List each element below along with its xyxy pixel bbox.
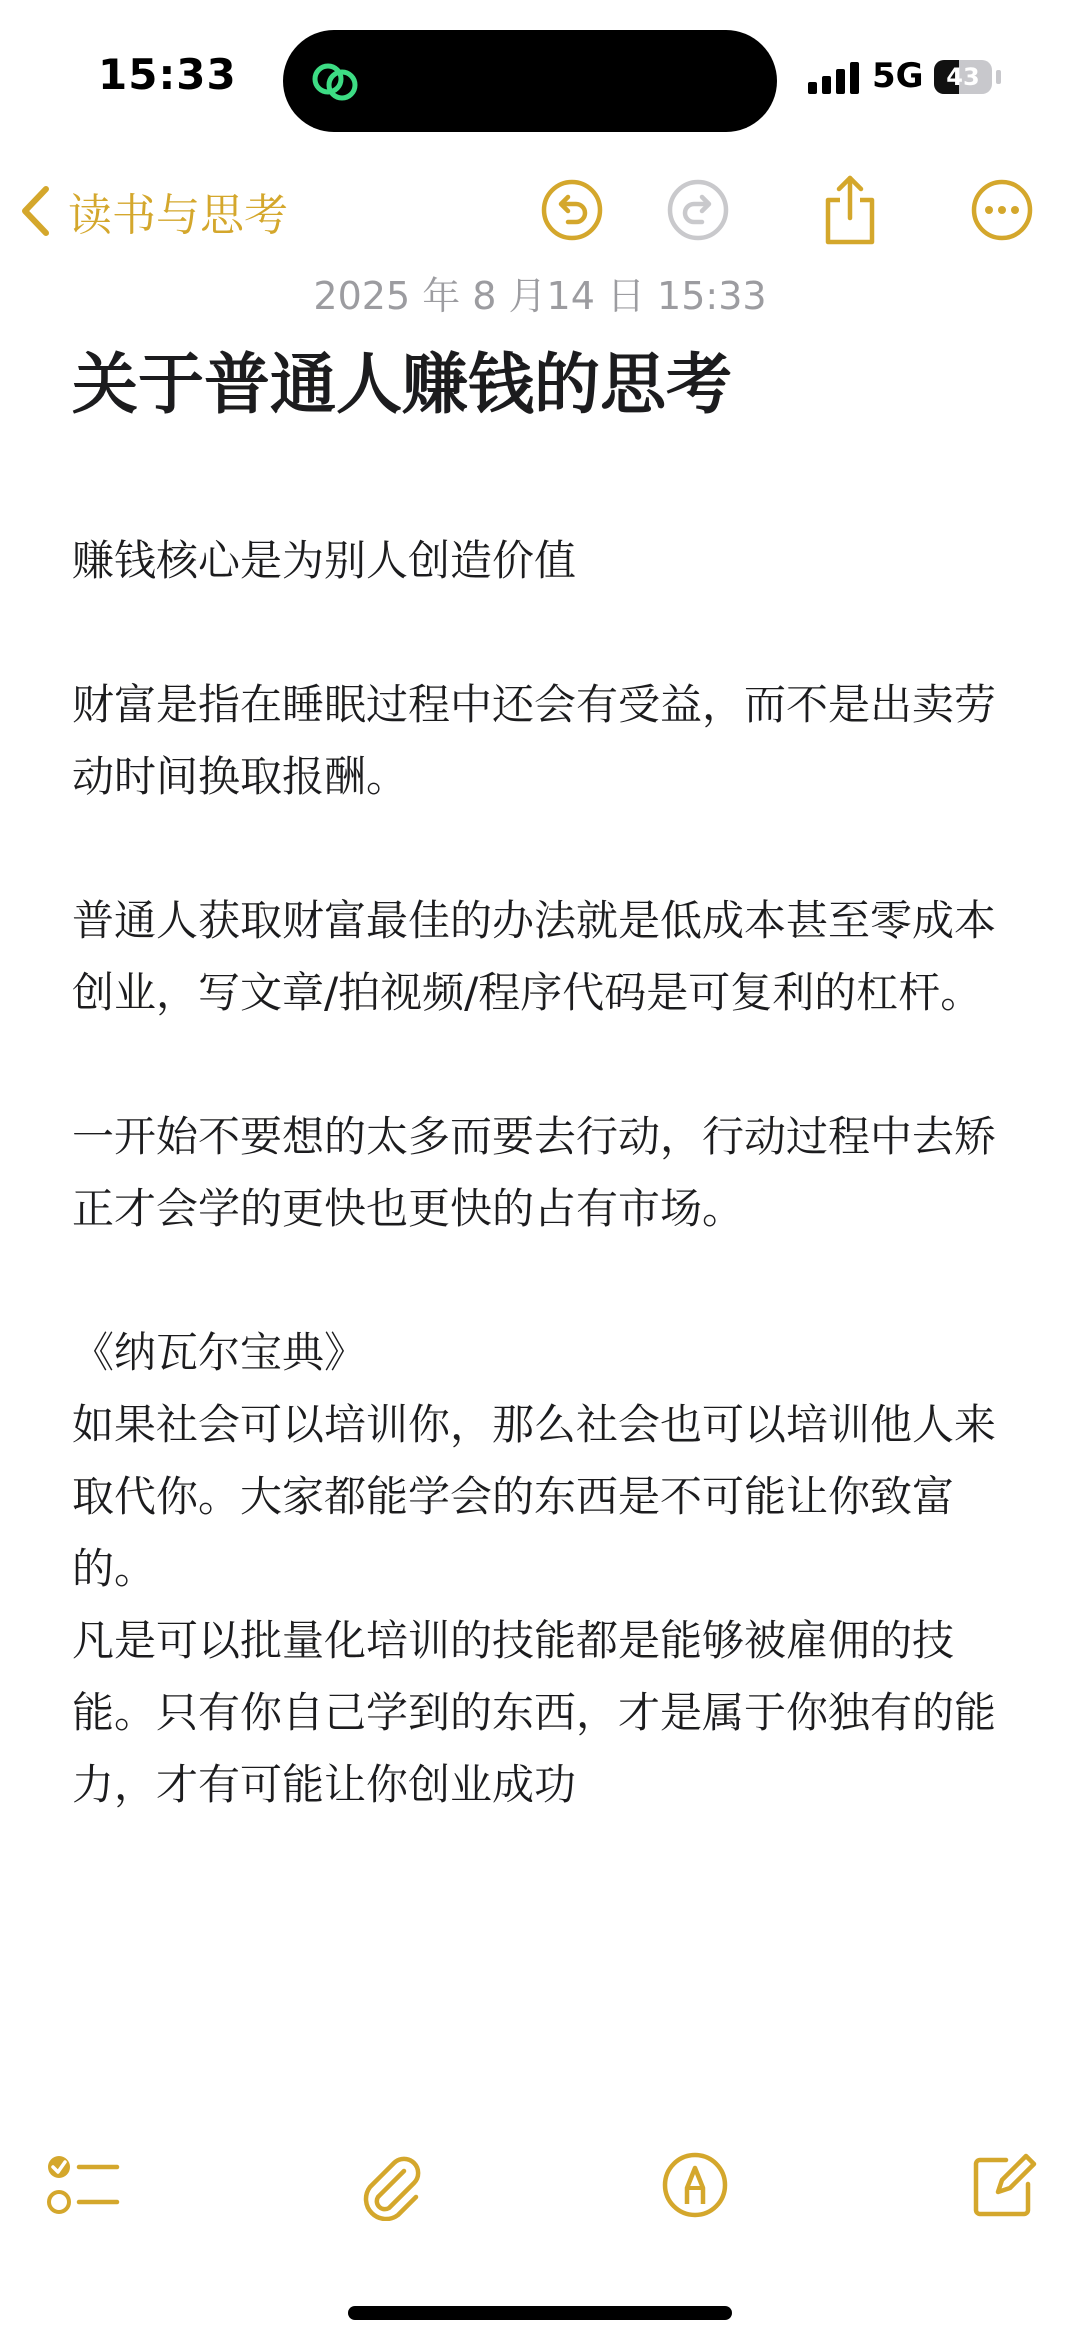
status-time: 15:33: [98, 50, 237, 99]
redo-button[interactable]: [658, 170, 738, 250]
attachment-button[interactable]: [346, 2140, 436, 2230]
note-date: 2025 年 8 月14 日 15:33: [313, 274, 767, 318]
note-body[interactable]: [72, 525, 1012, 1821]
home-indicator[interactable]: [348, 2306, 732, 2320]
battery-icon: [934, 60, 992, 94]
battery-percentage: 43: [946, 63, 980, 91]
blank-line: [72, 597, 1012, 669]
note-paragraph: 一开始不要想的太多而要去行动，行动过程中去矫正才会学的更快也更快的占有市场。: [72, 1112, 997, 1233]
battery-cap: [996, 70, 1001, 84]
back-button[interactable]: [20, 176, 288, 246]
status-bar: [0, 0, 1080, 160]
note-paragraph: 《纳瓦尔宝典》: [72, 1328, 367, 1377]
note-paragraph: 赚钱核心是为别人创造价值: [72, 536, 577, 585]
undo-icon: [540, 178, 604, 242]
blank-line: [72, 1245, 1012, 1317]
note-paragraph: 普通人获取财富最佳的办法就是低成本甚至零成本创业，写文章/拍视频/程序代码是可复利的杠杆。: [72, 896, 997, 1017]
checklist-button[interactable]: [38, 2140, 128, 2230]
markup-button[interactable]: [650, 2140, 740, 2230]
redo-icon: [666, 178, 730, 242]
note-paragraph: 如果社会可以培训你，那么社会也可以培训他人来取代你。大家都能学会的东西是不可能让你致富的。: [72, 1400, 997, 1593]
undo-button[interactable]: [532, 170, 612, 250]
share-button[interactable]: [810, 170, 890, 250]
cellular-signal-icon: [808, 62, 864, 94]
link-app-icon: [305, 52, 365, 112]
nav-bar: [0, 160, 1080, 260]
more-button[interactable]: [962, 170, 1042, 250]
dynamic-island: [283, 30, 777, 132]
compose-button[interactable]: [958, 2140, 1048, 2230]
checklist-icon: [45, 2152, 121, 2218]
compose-icon: [968, 2150, 1038, 2220]
chevron-left-icon: [20, 185, 50, 237]
share-icon: [818, 174, 882, 246]
note-paragraph: 财富是指在睡眠过程中还会有受益，而不是出卖劳动时间换取报酬。: [72, 680, 997, 801]
markup-pen-icon: [660, 2150, 730, 2220]
blank-line: [72, 1029, 1012, 1101]
note-paragraph: 凡是可以批量化培训的技能都是能够被雇佣的技能。只有你自己学到的东西，才是属于你独有的能力，才有可能让你创业成功: [72, 1616, 997, 1809]
note-title[interactable]: 关于普通人赚钱的思考: [72, 346, 732, 423]
paperclip-icon: [358, 2149, 424, 2221]
network-type: 5G: [872, 56, 924, 96]
back-label: 读书与思考: [68, 190, 288, 241]
bottom-toolbar: [0, 2140, 1080, 2250]
more-icon: [970, 178, 1034, 242]
blank-line: [72, 813, 1012, 885]
